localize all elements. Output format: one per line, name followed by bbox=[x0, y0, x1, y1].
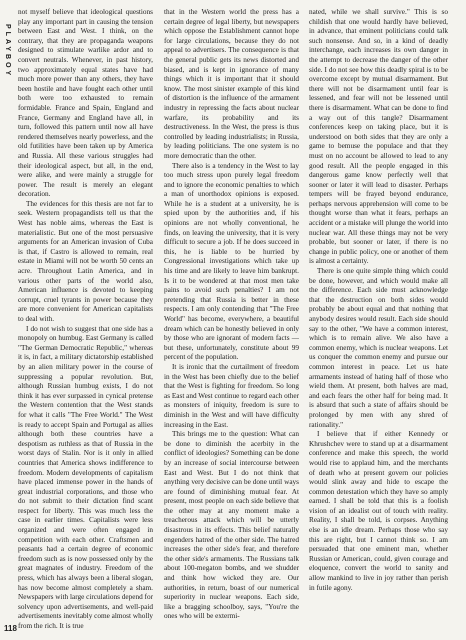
paragraph: This brings me to the question: What can be done to diminish the acerbity in the conflict of ideologies? Something can be done by an increase of social intercourse between East and West. But I do not think that anything very decisive can be done until ways are found of diminishing mutual fear. At present, most people on each side believe that the other may at any moment make a treacherous attack which will be utterly disastrous in its effects. This belief naturally engenders hatred of the other side. The hatred increases the other side's fear, and therefore the other side's armaments. The Russians talk about 100-megaton bombs, and we shudder and think how wicked they are. Our authorities, in return, boast of our numerical superiority in nuclear weapons. Each side, like a bragging schoolboy, says, "You're the ones who will be extermi- bbox=[164, 430, 299, 621]
paragraph: I do not wish to suggest that one side has a monopoly on humbug. East Germany is called "The German Democratic Republic," whereas it is, in fact, a military dictatorship established by an alien military power in the course of suppressing a popular revolution. But, although Russian humbug exists, I do not think it has ever surpassed in cynical pretense the Western contention that the West stands for what it calls "The Free World." The West is ready to accept Spain and Portugal as allies although both these countries have a despotism as ruthless as that of Russia in the worst days of Stalin. Nor is it only in allied countries that America shows indifference to freedom. Modern developments of capitalism have placed immense power in the hands of great industrial corporations, and those who do not submit to their dictation find scant respect for liberty. This was much less the case in earlier times. Capitalists were less organized and were often engaged in competition with each other. Craftsmen and peasants had a certain degree of economic freedom such as is now possessed only by the great magnates of industry. Freedom of the press, which has always been a liberal slogan, has now become almost completely a sham. Newspapers with large circulations depend for solvency upon advertisements, and well-paid advertisements inevitably come almost wholly from the rich. It is true bbox=[18, 324, 153, 630]
paragraph: that in the Western world the press has a certain degree of legal liberty, but newspapers which oppose the Establishment cannot hope for large circulations, because they do not appeal to advertisers. The consequence is that the general public gets its news distorted and biased, and is kept in ignorance of many things which it is important that it should know. The most sinister example of this kind of distortion is the influence of the armament industry in repressing the facts about nuclear warfare, its probability and its destructiveness. In the West, the press is thus controlled by leading industrialists; in Russia, by leading politicians. The one system is no more democratic than the other. bbox=[164, 8, 299, 160]
text-column-1 bbox=[18, 8, 153, 636]
paragraph: The evidences for this thesis are not far to seek. Western propagandists tell us that the West has noble aims, whereas the East is materialistic. But one of the most persuasive arguments for an American invasion of Cuba is that, if Castro is allowed to remain, real estate in Miami will not be worth 50 cents an acre. Throughout Latin America, and in various other parts of the world also, American influence is devoted to keeping corrupt, cruel tyrants in power because they are more convenient for American capitalists to deal with. bbox=[18, 199, 153, 323]
page-number: 118 bbox=[4, 624, 17, 633]
paragraph: There is one quite simple thing which could be done, however, and which would make all the difference. Each side must acknowledge that the destruction on both sides would probably be about equal and that nothing that anybody desires would result. Each side should say to the other, "We have a common interest, which is to remain alive. We also have a common enemy, which is nuclear weapons. Let us conquer the common enemy and pursue our common interest in peace. Let us hate armaments instead of hating half of those who wield them. At present, both halves are mad, and each fears the other half for being mad. It is absurd that such a state of affairs should be prolonged by men with any shred of rationality." bbox=[309, 267, 448, 429]
paragraph: I believe that if either Kennedy or Khrushchev were to stand up at a disarmament conference and make this speech, the world would rise to applaud him, and the merchants of death who at present govern our policies would slink away and hide to escape the common detestation which they have so amply earned. I shall be told that this is a foolish vision of an idealist out of touch with reality. Reality, I shall be told, is corpses. Anything else is an idle dream. Perhaps those who say this are right, but I cannot think so. I am persuaded that one eminent man, whether Russian or American, could, given courage and eloquence, convert the world to sanity and allow mankind to live in joy rather than perish in futile agony. bbox=[309, 430, 448, 592]
paragraph: There also is a tendency in the West to lay too much stress upon purely legal freedom and to ignore the economic penalties to which a man of unorthodox opinions is exposed. While he is a student at a university, he is spied upon by the authorities and, if his opinions are not wholly conventional, he finds, on leaving the university, that it is very difficult to secure a job. If he does succeed in this, he is liable to be hurried by Congressional investigations which take up his time and are likely to leave him bankrupt. Is it to be wondered at that most men take pains to avoid such penalties? I am not pretending that Russia is better in these respects. I am only contending that "The Free World" has become, everywhere, a beautiful dream which can be honestly believed in only by those who are ignorant of modern facts — but these, unfortunately, constitute about 99 percent of the population. bbox=[164, 161, 299, 362]
text-column-2 bbox=[164, 8, 299, 636]
paragraph: nated, while we shall survive." This is so childish that one would hardly have believed, in advance, that eminent politicians could talk such nonsense. And so, in a kind of deadly interchange, each increases its own danger in the attempt to decrease the danger of the other side. I do not see how this deadly spiral is to be overcome except by mutual disarmament. But there will not be disarmament until fear is lessened, and fear will not be lessened until there is disarmament. What can be done to find a way out of this tangle? Disarmament conferences keep on taking place, but it is understood on both sides that they are only a game to bemuse the populace and that they must on no account be allowed to lead to any good result. All the people engaged in this dangerous game know perfectly well that sooner or later it will lead to disaster. Perhaps tempers will be frayed beyond endurance, perhaps nervous apprehension will come to be thought worse than what it fears, perhaps an accident or a mistake will plunge the world into nuclear war. All these things may not be very probable, but sooner or later, if there is no change in public policy, one or another of them is almost a certainty. bbox=[309, 8, 448, 266]
text-column-3 bbox=[309, 8, 448, 636]
paragraph: not myself believe that ideological questions play any important part in causing the tension between East and West. I think, on the contrary, that they are propaganda weapons designed to stimulate warlike ardor and to convert neutrals. Whenever, in past history, two approximately equal states have had much more power than any others, they have been hostile and have fought each other until both were too exhausted to remain formidable. France and Spain, England and France, Germany and England have all, in turn, followed this pattern until now all have rendered themselves nearly powerless, and the old futilities have been taken up by America and Russia. All these various struggles had their ideological aspect, but all, in the end, were alike, and were mainly a struggle for power. The result is merely an elegant decoration. bbox=[18, 8, 153, 199]
running-title: PLAYBOY bbox=[4, 24, 11, 79]
paragraph: It is ironic that the curtailment of freedom in the West has been chiefly due to the belief that the West is fighting for freedom. So long as East and West continue to regard each other as monsters of iniquity, freedom is sure to diminish in the West and will have difficulty increasing in the East. bbox=[164, 362, 299, 429]
